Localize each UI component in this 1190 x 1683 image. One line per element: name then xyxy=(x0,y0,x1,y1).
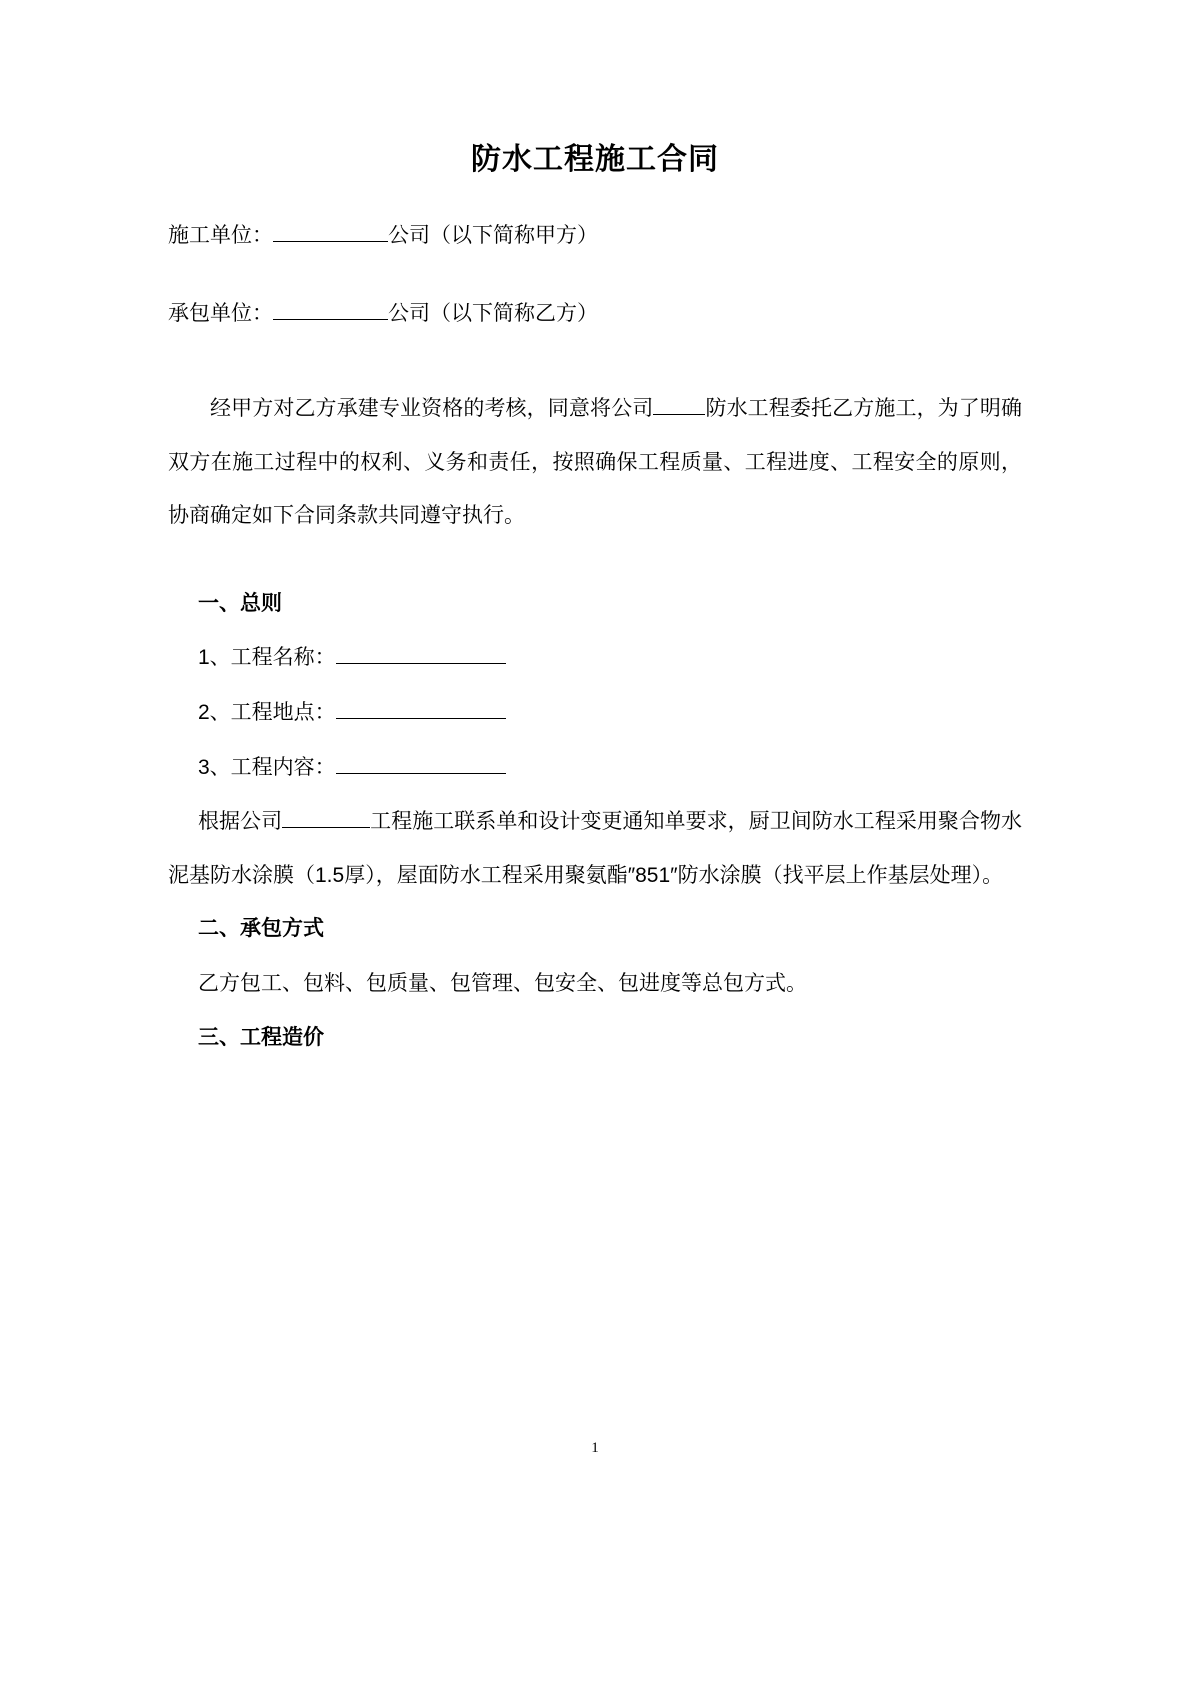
party-line-contractor xyxy=(168,219,1022,253)
item-label-project-location: 2、工程地点： xyxy=(198,701,336,725)
party-blank-subcontractor xyxy=(273,319,388,320)
section-body-general xyxy=(168,795,1022,902)
item-blank-project-name xyxy=(336,663,506,664)
party-suffix-subcontractor: 公司（以下简称乙方） xyxy=(388,301,598,325)
section-heading-contract-mode: 二、承包方式 xyxy=(198,917,324,941)
section-body-contract-mode: 乙方包工、包料、包质量、包管理、包安全、包进度等总包方式。 xyxy=(198,971,807,995)
page-number: 1 xyxy=(591,1440,599,1456)
party-suffix-contractor: 公司（以下简称甲方） xyxy=(388,224,598,247)
page-title: 防水工程施工合同 xyxy=(471,143,719,176)
item-blank-project-content xyxy=(336,773,506,774)
section-item-project-location xyxy=(168,686,1022,741)
section-item-project-name xyxy=(168,631,1022,686)
intro-blank xyxy=(653,414,705,415)
body-text-part1: 根据公司 xyxy=(198,810,283,834)
party-label-subcontractor: 承包单位： xyxy=(168,301,273,325)
intro-text-part1: 经甲方对乙方承建专业资格的考核，同意将公司 xyxy=(210,397,654,421)
body-text-part2: 工程施工联系单和设计变更通知单要求，厨卫间防水工程采用聚合物水泥基防水涂膜（1.5厚），屋面防水工程采用聚氨酯″851″防水涂膜（找平层上作基层处理）。 xyxy=(168,810,1023,887)
party-label-contractor: 施工单位： xyxy=(168,224,273,247)
item-label-project-content: 3、工程内容： xyxy=(198,755,336,779)
section-item-project-content xyxy=(168,741,1022,796)
intro-paragraph xyxy=(168,382,1022,543)
section-heading-general: 一、总则 xyxy=(198,591,282,615)
section-heading-project-cost: 三、工程造价 xyxy=(198,1026,324,1050)
body-blank-company xyxy=(282,827,370,828)
intro-text-part2: 防水工程委托乙方施工，为了明确双方在施工过程中的权利、义务和责任，按照确保工程质量、工程进度、工程安全的原则，协商确定如下合同条款共同遵守执行。 xyxy=(168,397,1023,528)
party-line-subcontractor xyxy=(168,297,1022,331)
item-blank-project-location xyxy=(336,718,506,719)
item-label-project-name: 1、工程名称： xyxy=(198,646,336,670)
party-blank-contractor xyxy=(273,241,388,242)
